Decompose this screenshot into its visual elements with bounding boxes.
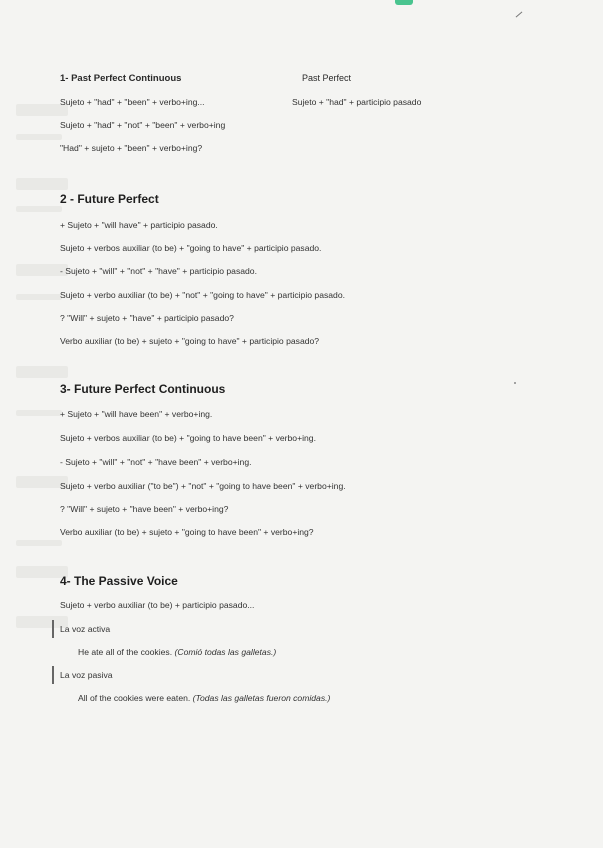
bleed-through bbox=[16, 206, 62, 212]
section3-line: Sujeto + verbo auxiliar ("to be") + "not" + "going to have been" + verbo+ing. bbox=[60, 481, 346, 491]
section1-heading-right: Past Perfect bbox=[302, 73, 352, 83]
section3-line: + Sujeto + "will have been" + verbo+ing. bbox=[60, 409, 213, 419]
passive-translation: (Todas las galletas fueron comidas.) bbox=[192, 693, 331, 703]
section2-line: Sujeto + verbos auxiliar (to be) + "going to have" + participio pasado. bbox=[60, 243, 322, 253]
section1-line: "Had" + sujeto + "been" + verbo+ing? bbox=[60, 143, 203, 153]
passive-formula: Sujeto + verbo auxiliar (to be) + participio pasado... bbox=[60, 600, 255, 610]
active-example: He ate all of the cookies. bbox=[78, 647, 173, 657]
section2-line: Verbo auxiliar (to be) + sujeto + "going to have" + participio pasado? bbox=[60, 336, 320, 346]
speck bbox=[514, 382, 516, 384]
section3-line: - Sujeto + "will" + "not" + "have been" + verbo+ing. bbox=[60, 457, 252, 467]
green-tape-mark bbox=[395, 0, 413, 5]
section1-line: Sujeto + "had" + "not" + "been" + verbo+ing bbox=[60, 120, 226, 130]
section2-line: Sujeto + verbo auxiliar (to be) + "not" + "going to have" + participio pasado. bbox=[60, 290, 345, 300]
bleed-through bbox=[16, 134, 62, 140]
section2-line: ? "Will" + sujeto + "have" + participio pasado? bbox=[60, 313, 234, 323]
section2-line: + Sujeto + "will have" + participio pasado. bbox=[60, 220, 218, 230]
bleed-through bbox=[16, 540, 62, 546]
pen-mark bbox=[516, 12, 523, 18]
section1-right-line: Sujeto + "had" + participio pasado bbox=[292, 97, 422, 107]
passive-example: All of the cookies were eaten. bbox=[78, 693, 191, 703]
active-voice-label: La voz activa bbox=[60, 624, 111, 634]
section4-heading: 4- The Passive Voice bbox=[60, 574, 178, 588]
quote-bar bbox=[52, 620, 54, 638]
active-translation: (Comió todas las galletas.) bbox=[174, 647, 277, 657]
bleed-through bbox=[16, 410, 62, 416]
section2-line: - Sujeto + "will" + "not" + "have" + participio pasado. bbox=[60, 266, 257, 276]
section3-line: Verbo auxiliar (to be) + sujeto + "going to have been" + verbo+ing? bbox=[60, 527, 314, 537]
passive-example-row bbox=[78, 693, 330, 703]
active-example-row bbox=[78, 647, 276, 657]
bleed-through bbox=[16, 294, 62, 300]
passive-voice-label: La voz pasiva bbox=[60, 670, 113, 680]
bleed-through bbox=[16, 178, 68, 190]
section3-heading: 3- Future Perfect Continuous bbox=[60, 382, 226, 396]
section1-line: Sujeto + "had" + "been" + verbo+ing... bbox=[60, 97, 205, 107]
section1-heading: 1- Past Perfect Continuous bbox=[60, 73, 182, 84]
bleed-through bbox=[16, 366, 68, 378]
section3-line: Sujeto + verbos auxiliar (to be) + "going to have been" + verbo+ing. bbox=[60, 433, 316, 443]
quote-bar bbox=[52, 666, 54, 684]
section2-heading: 2 - Future Perfect bbox=[60, 192, 159, 206]
section3-line: ? "Will" + sujeto + "have been" + verbo+ing? bbox=[60, 504, 229, 514]
